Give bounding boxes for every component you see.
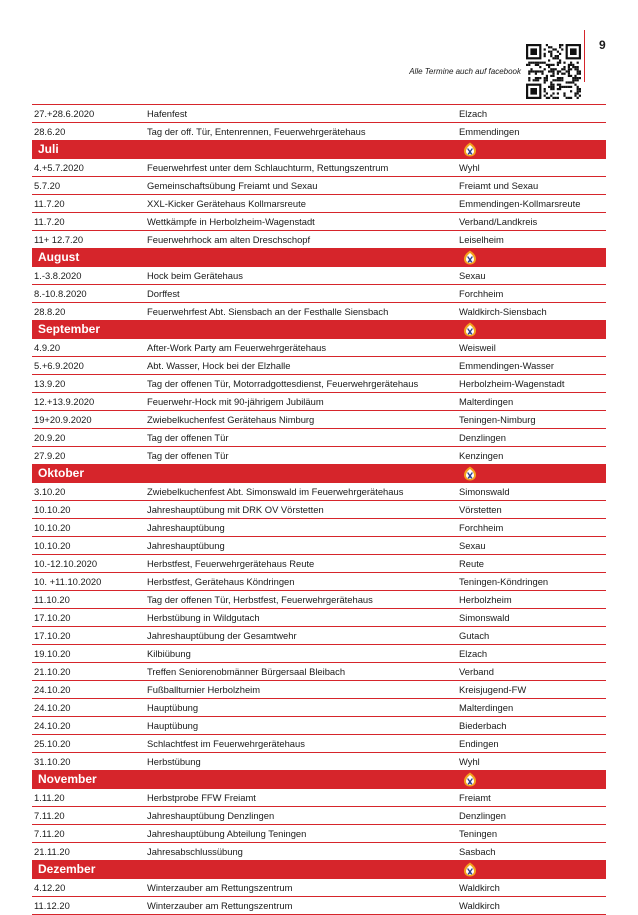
table-row: [32, 609, 606, 627]
table-row: [32, 699, 606, 717]
table-row: [32, 339, 606, 357]
event-date: 5.7.20: [34, 180, 61, 191]
event-title: Winterzauber am Rettungszentrum: [147, 882, 293, 893]
event-location: Teningen: [459, 828, 498, 839]
table-row: [32, 213, 606, 231]
table-row: [32, 393, 606, 411]
table-row: [32, 753, 606, 771]
event-location: Elzach: [459, 108, 488, 119]
event-location: Forchheim: [459, 288, 504, 299]
event-title: Winterzauber am Rettungszentrum: [147, 900, 293, 911]
event-date: 17.10.20: [34, 630, 71, 641]
event-location: Malterdingen: [459, 702, 514, 713]
event-date: 24.10.20: [34, 720, 71, 731]
event-date: 3.10.20: [34, 486, 66, 497]
event-date: 4.12.20: [34, 882, 66, 893]
event-location: Denzlingen: [459, 810, 506, 821]
event-location: Leiselheim: [459, 234, 504, 245]
table-row: [32, 573, 606, 591]
events-table: [32, 104, 606, 915]
event-date: 1.-3.8.2020: [34, 270, 82, 281]
table-row: [32, 591, 606, 609]
event-location: Herbolzheim-Wagenstadt: [459, 378, 565, 389]
table-row: [32, 501, 606, 519]
event-location: Wyhl: [459, 756, 480, 767]
event-date: 11+ 12.7.20: [34, 234, 84, 245]
event-title: Jahreshauptübung mit DRK OV Vörstetten: [147, 504, 324, 515]
event-location: Waldkirch: [459, 882, 500, 893]
event-date: 11.7.20: [34, 198, 65, 209]
table-row: [32, 807, 606, 825]
table-row: [32, 303, 606, 321]
event-date: 24.10.20: [34, 702, 71, 713]
event-title: Feuerwehrhock am alten Dreschschopf: [147, 234, 311, 245]
event-date: 27.9.20: [34, 450, 66, 461]
event-title: Herbstübung: [147, 756, 201, 767]
fire-brigade-logo-icon: [463, 466, 477, 481]
facebook-note: Alle Termine auch auf facebook: [409, 67, 521, 76]
event-title: Jahreshauptübung: [147, 540, 225, 551]
table-row: [32, 825, 606, 843]
event-title: Zwiebelkuchenfest Gerätehaus Nimburg: [147, 414, 315, 425]
event-title: Hauptübung: [147, 720, 199, 731]
event-date: 20.9.20: [34, 432, 66, 443]
event-title: Hauptübung: [147, 702, 199, 713]
event-date: 21.11.20: [34, 846, 70, 857]
event-date: 28.8.20: [34, 306, 66, 317]
event-location: Gutach: [459, 630, 490, 641]
event-date: 17.10.20: [34, 612, 71, 623]
event-date: 10. +11.10.2020: [34, 576, 102, 587]
event-date: 10.-12.10.2020: [34, 558, 98, 569]
fire-brigade-logo-icon: [463, 250, 477, 265]
event-title: Zwiebelkuchenfest Abt. Simonswald im Feuerwehrgerätehaus: [147, 486, 404, 497]
table-row: [32, 537, 606, 555]
event-date: 11.10.20: [34, 594, 70, 605]
table-row: [32, 663, 606, 681]
table-row: [32, 645, 606, 663]
page-number: 9: [599, 38, 606, 52]
table-row: [32, 897, 606, 915]
event-date: 25.10.20: [34, 738, 71, 749]
event-title: Treffen Seniorenobmänner Bürgersaal Bleibach: [147, 666, 346, 677]
table-row: [32, 447, 606, 465]
event-location: Verband: [459, 666, 494, 677]
event-location: Simonswald: [459, 612, 510, 623]
table-row: [32, 681, 606, 699]
event-title: Herbstübung in Wildgutach: [147, 612, 260, 623]
month-header-dezember: [32, 861, 606, 879]
event-location: Sexau: [459, 270, 486, 281]
event-location: Verband/Landkreis: [459, 216, 538, 227]
event-location: Malterdingen: [459, 396, 514, 407]
event-location: Waldkirch-Siensbach: [459, 306, 547, 317]
table-row: [32, 735, 606, 753]
event-location: Forchheim: [459, 522, 504, 533]
event-date: 7.11.20: [34, 810, 65, 821]
event-title: Tag der offenen Tür, Herbstfest, Feuerwehrgerätehaus: [147, 594, 373, 605]
event-location: Sexau: [459, 540, 486, 551]
event-date: 13.9.20: [34, 378, 66, 389]
event-date: 19+20.9.2020: [34, 414, 92, 425]
event-title: XXL-Kicker Gerätehaus Kollmarsreute: [147, 198, 306, 209]
table-row: [32, 104, 606, 123]
month-label: Juli: [38, 142, 59, 156]
month-header-september: [32, 321, 606, 339]
event-title: Abt. Wasser, Hock bei der Elzhalle: [147, 360, 291, 371]
event-title: Herbstprobe FFW Freiamt: [147, 792, 256, 803]
event-title: Feuerwehr-Hock mit 90-jährigem Jubiläum: [147, 396, 324, 407]
event-title: Herbstfest, Gerätehaus Köndringen: [147, 576, 295, 587]
event-title: Tag der offenen Tür, Motorradgottesdienst, Feuerwehrgerätehaus: [147, 378, 419, 389]
event-date: 28.6.20: [34, 126, 66, 137]
table-row: [32, 429, 606, 447]
event-date: 10.10.20: [34, 504, 71, 515]
event-location: Reute: [459, 558, 485, 569]
event-title: Feuerwehrfest Abt. Siensbach an der Festhalle Siensbach: [147, 306, 389, 317]
event-title: Jahreshauptübung der Gesamtwehr: [147, 630, 297, 641]
event-title: Tag der offenen Tür: [147, 432, 229, 443]
month-header-november: [32, 771, 606, 789]
event-date: 31.10.20: [34, 756, 71, 767]
event-location: Biederbach: [459, 720, 507, 731]
event-location: Emmendingen-Wasser: [459, 360, 554, 371]
event-date: 27.+28.6.2020: [34, 108, 95, 119]
event-title: Herbstfest, Feuerwehrgerätehaus Reute: [147, 558, 315, 569]
table-row: [32, 879, 606, 897]
event-location: Teningen-Nimburg: [459, 414, 536, 425]
event-date: 4.9.20: [34, 342, 61, 353]
table-row: [32, 375, 606, 393]
month-header-juli: [32, 141, 606, 159]
table-row: [32, 357, 606, 375]
event-date: 11.12.20: [34, 900, 70, 911]
month-header-oktober: [32, 465, 606, 483]
event-location: Teningen-Köndringen: [459, 576, 549, 587]
table-row: [32, 159, 606, 177]
event-date: 4.+5.7.2020: [34, 162, 84, 173]
event-title: Hafenfest: [147, 108, 188, 119]
event-title: Feuerwehrfest unter dem Schlauchturm, Rettungszentrum: [147, 162, 389, 173]
table-row: [32, 483, 606, 501]
event-location: Freiamt: [459, 792, 491, 803]
event-title: Jahreshauptübung Abteilung Teningen: [147, 828, 307, 839]
event-location: Kreisjugend-FW: [459, 684, 527, 695]
qr-code-icon[interactable]: [526, 44, 581, 99]
page-tab-marker: [584, 30, 585, 82]
event-location: Sasbach: [459, 846, 496, 857]
event-location: Herbolzheim: [459, 594, 512, 605]
month-label: Oktober: [38, 466, 85, 480]
event-date: 24.10.20: [34, 684, 71, 695]
table-row: [32, 231, 606, 249]
event-location: Endingen: [459, 738, 499, 749]
fire-brigade-logo-icon: [463, 772, 477, 787]
table-row: [32, 789, 606, 807]
event-location: Waldkirch: [459, 900, 500, 911]
month-label: November: [38, 772, 97, 786]
event-date: 10.10.20: [34, 540, 71, 551]
event-location: Emmendingen-Kollmarsreute: [459, 198, 581, 209]
fire-brigade-logo-icon: [463, 322, 477, 337]
event-title: Jahreshauptübung: [147, 522, 225, 533]
month-label: September: [38, 322, 101, 336]
event-location: Emmendingen: [459, 126, 520, 137]
month-header-august: [32, 249, 606, 267]
event-title: Wettkämpfe in Herbolzheim-Wagenstadt: [147, 216, 315, 227]
event-date: 10.10.20: [34, 522, 71, 533]
fire-brigade-logo-icon: [463, 862, 477, 877]
month-label: August: [38, 250, 80, 264]
event-location: Elzach: [459, 648, 488, 659]
event-title: Tag der offenen Tür: [147, 450, 229, 461]
event-date: 12.+13.9.2020: [34, 396, 95, 407]
event-title: Jahreshauptübung Denzlingen: [147, 810, 275, 821]
event-location: Kenzingen: [459, 450, 504, 461]
table-row: [32, 285, 606, 303]
event-date: 8.-10.8.2020: [34, 288, 87, 299]
event-title: Dorffest: [147, 288, 180, 299]
event-date: 21.10.20: [34, 666, 71, 677]
event-date: 19.10.20: [34, 648, 71, 659]
event-location: Simonswald: [459, 486, 510, 497]
table-row: [32, 177, 606, 195]
table-row: [32, 123, 606, 141]
month-label: Dezember: [38, 862, 96, 876]
event-location: Denzlingen: [459, 432, 506, 443]
event-location: Weisweil: [459, 342, 496, 353]
event-date: 7.11.20: [34, 828, 65, 839]
event-title: Hock beim Gerätehaus: [147, 270, 243, 281]
table-row: [32, 555, 606, 573]
event-title: Gemeinschaftsübung Freiamt und Sexau: [147, 180, 318, 191]
event-title: Jahresabschlussübung: [147, 846, 243, 857]
event-title: Tag der off. Tür, Entenrennen, Feuerwehrgerätehaus: [147, 126, 366, 137]
table-row: [32, 267, 606, 285]
table-row: [32, 411, 606, 429]
table-row: [32, 627, 606, 645]
event-date: 11.7.20: [34, 216, 65, 227]
table-row: [32, 717, 606, 735]
event-date: 5.+6.9.2020: [34, 360, 84, 371]
event-title: After-Work Party am Feuerwehrgerätehaus: [147, 342, 327, 353]
event-title: Kilbiübung: [147, 648, 191, 659]
event-date: 1.11.20: [34, 792, 65, 803]
event-title: Schlachtfest im Feuerwehrgerätehaus: [147, 738, 305, 749]
event-location: Vörstetten: [459, 504, 502, 515]
table-row: [32, 519, 606, 537]
event-location: Freiamt und Sexau: [459, 180, 539, 191]
event-title: Fußballturnier Herbolzheim: [147, 684, 261, 695]
table-row: [32, 195, 606, 213]
event-location: Wyhl: [459, 162, 480, 173]
table-row: [32, 843, 606, 861]
fire-brigade-logo-icon: [463, 142, 477, 157]
